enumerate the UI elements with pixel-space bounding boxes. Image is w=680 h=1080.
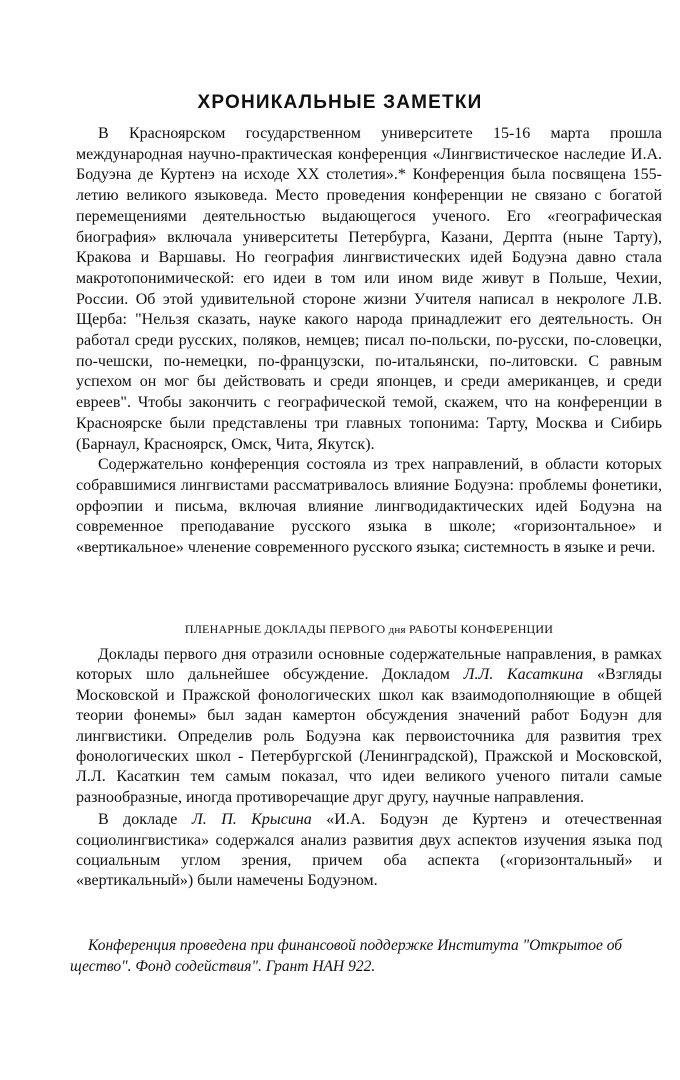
footnote-line-2: щество". Фонд содействия". Грант НАН 922. — [70, 958, 376, 975]
section-heading-part-1: ПЛЕНАРНЫЕ ДОКЛАДЫ ПЕРВОГО — [184, 622, 389, 636]
plenary-paragraph-2-start: В докладе — [98, 811, 192, 829]
intro-section — [76, 124, 662, 559]
intro-paragraph-1: В Красноярском государственном университете 15-16 марта прошла международная научно-практическая конференция «Лингвистическое наследие И.А. Бодуэна де Куртенэ на исходе XX столетия».* Конференция была посвящена 155-летию великого языковеда. Место проведения конференции не связано с богатой перемещениями деятельностью выдающегося ученого. Его «географическая биография» включала университеты Петербурга, Казани, Дерпта (ныне Тарту), Кракова и Варшавы. Но география лингвистических идей Бодуэна давно стала макротопонимической: его идеи в том или ином виде живут в Польше, Чехии, России. Об этой удивительной стороне жизни Учителя написал в некрологе Л.В. Щерба: "Нельзя сказать, науке какого народа принадлежит его деятельность. Он работал среди русских, поляков, немцев; писал по-польски, по-русски, по-словецки, по-чешски, по-немецки, по-французски, по-итальянски, по-литовски. С равным успехом он мог бы действовать и среди японцев, и среди американцев, и среди евреев". Чтобы закончить с географической темой, скажем, что на конференции в Красноярске были представлены три главных топонима: Тарту, Москва и Сибирь (Барнаул, Красноярск, Омск, Чита, Якутск). — [76, 125, 662, 453]
section-heading — [76, 622, 662, 637]
author-kasatkin: Л.Л. Касаткина — [463, 666, 584, 684]
section-heading-part-2: дня — [388, 624, 406, 636]
intro-paragraph-2: Содержательно конференция состояла из трех направлений, в области которых собравшимися лингвистами рассматривалось влияние Бодуэна: проблемы фонетики, орфоэпии и письма, включая влияние лингводидактических идей Бодуэна на современное преподавание русского языка в школе; «горизонтальное» и «вертикальное» членение современного русского языка; системность в языке и речи. — [76, 456, 662, 557]
plenary-paragraph-2-rest: «И.А. Бодуэн де Куртенэ и отечественная социолингвистика» содержался анализ развития двух аспектов изучения языка под социальным углом зрения, причем оба аспекта («горизонтальный» и «вертикальный») были намечены Бодуэном. — [76, 811, 662, 890]
footnote — [70, 935, 680, 977]
plenary-section — [76, 645, 662, 892]
plenary-paragraph-1-start: Доклады первого дня отразили основные содержательные направления, в рамках которых шло дальнейшее обсуждение. Докладом — [76, 646, 662, 684]
author-krysin: Л. П. Крысина — [191, 811, 312, 829]
plenary-paragraph-1-rest: «Взгляды Московской и Пражской фонологических школ как взаимодополняющие в общей теории фонемы» был задан камертон обсуждения значений работ Бодуэн для лингвистики. Определив роль Бодуэна как первоисточника для развития трех фонологических школ - Петербургской (Ленинградской), Пражской и Московской, Л.Л. Касаткин тем самым показал, что идеи великого ученого питали самые разнообразные, иногда противоречащие друг другу, научные направления. — [76, 666, 662, 806]
section-heading-part-3: РАБОТЫ КОНФЕРЕНЦИИ — [405, 622, 554, 636]
plenary-paragraph-2 — [76, 810, 662, 892]
footnote-line-1: Конференция проведена при финансовой поддержке Института "Открытое об — [88, 937, 623, 954]
plenary-paragraph-1 — [76, 645, 662, 808]
page-title: ХРОНИКАЛЬНЫЕ ЗАМЕТКИ — [197, 92, 483, 113]
